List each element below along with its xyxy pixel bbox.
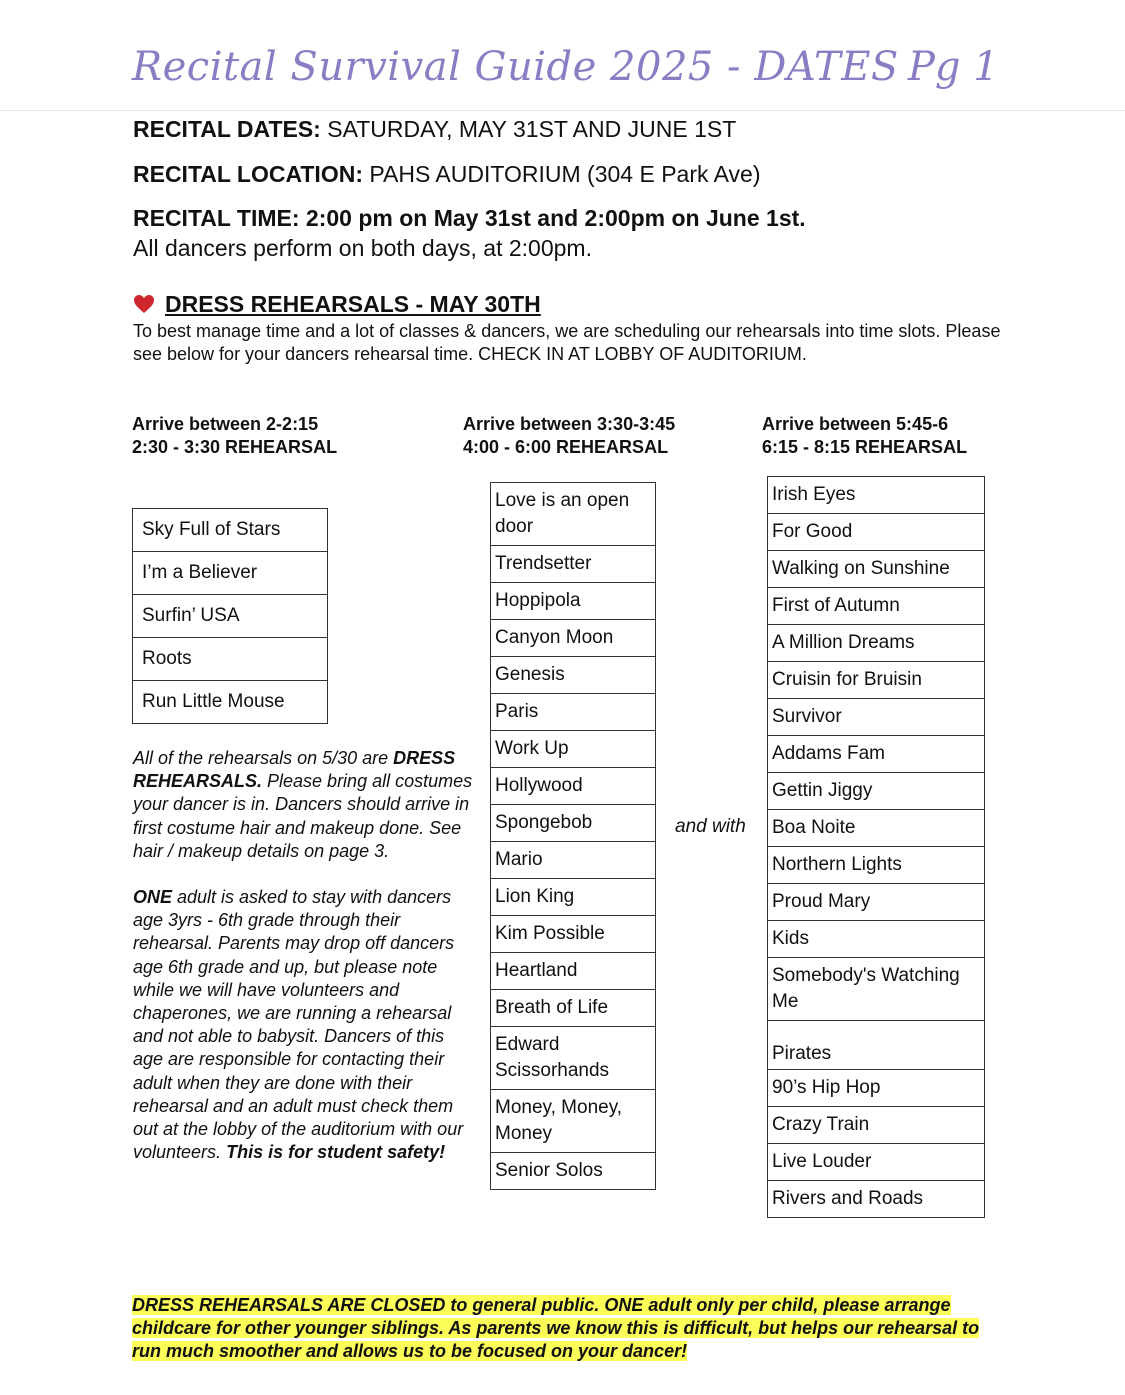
song-cell: Northern Lights [768,847,985,884]
song-cell: Genesis [491,657,656,694]
song-cell: I’m a Believer [133,552,328,595]
song-cell: Roots [133,638,328,681]
table-row [768,1181,985,1218]
recital-location [133,161,761,188]
table-row [768,551,985,588]
and-with-label: and with [675,816,746,837]
song-cell: Money, Money, Money [491,1090,656,1153]
song-cell: Paris [491,694,656,731]
song-cell: Love is an open door [491,483,656,546]
song-cell: Surfin’ USA [133,595,328,638]
table-row [768,958,985,1021]
song-cell: Hoppipola [491,583,656,620]
recital-time [133,205,806,232]
table-row [768,1107,985,1144]
table-row [491,768,656,805]
song-cell: Crazy Train [768,1107,985,1144]
table-row [133,638,328,681]
song-cell: First of Autumn [768,588,985,625]
song-cell: Kim Possible [491,916,656,953]
slot-2-time: 4:00 - 6:00 REHEARSAL [463,437,669,457]
closed-notice [132,1294,982,1363]
rehearsal-intro: To best manage time and a lot of classes & dancers, we are scheduling our rehearsals into time slots. Please see below for your dancers rehearsal time. CHECK IN AT LOBBY OF AUDITORIUM. [133,321,1001,364]
table-row [768,847,985,884]
note-emphasis: ONE [133,887,173,908]
song-cell: Survivor [768,699,985,736]
song-cell: Irish Eyes [768,477,985,514]
song-cell: Spongebob [491,805,656,842]
recital-dates [133,116,736,143]
note-spacer [133,863,478,886]
song-cell: 90’s Hip Hop [768,1070,985,1107]
recital-location-value: PAHS AUDITORIUM (304 E Park Ave) [369,161,761,187]
table-row [768,736,985,773]
slot-2-header [463,413,675,459]
song-cell: Senior Solos [491,1153,656,1190]
recital-dates-value: SATURDAY, MAY 31ST AND JUNE 1ST [327,116,737,142]
table-row [768,773,985,810]
table-row [491,657,656,694]
table-row [768,588,985,625]
heart-icon [133,293,155,320]
table-row [491,879,656,916]
song-cell: Sky Full of Stars [133,509,328,552]
song-cell: Somebody's Watching Me [768,958,985,1021]
dress-rehearsals-title: DRESS REHEARSALS - MAY 30TH [165,291,541,317]
table-row [768,1144,985,1181]
table-row [491,953,656,990]
table-row [491,620,656,657]
song-cell: Walking on Sunshine [768,551,985,588]
table-row [768,1021,985,1070]
note-safety: This is for student safety! [226,1142,446,1163]
slot-2-arrive: Arrive between 3:30-3:45 [463,414,676,434]
table-row [133,681,328,724]
table-row [491,1090,656,1153]
song-cell: Addams Fam [768,736,985,773]
slot-1-time: 2:30 - 3:30 REHEARSAL [132,437,338,457]
table-row [768,514,985,551]
table-row [491,842,656,879]
slot-3-header [762,413,967,459]
song-cell: Gettin Jiggy [768,773,985,810]
song-cell: Hollywood [491,768,656,805]
table-row [491,483,656,546]
note-text: Please bring all costumes your dancer is in. Dancers should arrive in first costume hair and makeup done. See hair / makeup details on page 3. [133,771,473,861]
dress-rehearsals-heading [133,291,541,320]
table-row [491,1153,656,1190]
page-header [0,0,1125,111]
song-cell: Edward Scissorhands [491,1027,656,1090]
slot-1-header [132,413,337,459]
table-row [491,731,656,768]
closed-notice-text: DRESS REHEARSALS ARE CLOSED to general public. ONE adult only per child, please arrange childcare for other younger siblings. As parents we know this is difficult, but helps our rehearsal to run much smoother and allows us to be focused on your dancer! [132,1295,980,1361]
song-cell: Breath of Life [491,990,656,1027]
song-cell: Boa Noite [768,810,985,847]
table-row [768,884,985,921]
table-row [768,1070,985,1107]
page-number: Pg 1 [908,44,999,90]
song-cell: Pirates [768,1021,985,1070]
table-row [768,625,985,662]
table-row [491,990,656,1027]
slot-1-arrive: Arrive between 2-2:15 [132,414,319,434]
note-paragraph-2 [133,886,478,1164]
song-cell: Trendsetter [491,546,656,583]
song-cell: Cruisin for Bruisin [768,662,985,699]
song-cell: A Million Dreams [768,625,985,662]
table-row [491,546,656,583]
note-text: All of the rehearsals on 5/30 are [133,748,389,768]
song-cell: Rivers and Roads [768,1181,985,1218]
song-cell: Proud Mary [768,884,985,921]
table-row [768,921,985,958]
note-text: adult is asked to stay with dancers age 3yrs - 6th grade through their rehearsal. Parents may drop off dancers age 6th grade and up, but please note while we will have volunteers and chaperones, we are running a rehearsal and not able to babysit. Dancers of this age are responsible for contacting their adult when they are done with their rehearsal and an adult must check them out at the lobby of the auditorium with our volunteers. [133,887,464,1163]
slot-2-song-table [490,482,656,1190]
table-row [768,477,985,514]
song-cell: Canyon Moon [491,620,656,657]
song-cell: Live Louder [768,1144,985,1181]
slot-3-arrive: Arrive between 5:45-6 [762,414,949,434]
table-row [133,552,328,595]
table-row [491,916,656,953]
recital-time-note: All dancers perform on both days, at 2:00pm. [133,235,592,261]
slot-1-song-table [132,508,328,724]
slot-3-time: 6:15 - 8:15 REHEARSAL [762,437,968,457]
recital-time-line: RECITAL TIME: 2:00 pm on May 31st and 2:00pm on June 1st. [133,205,806,231]
table-row [768,662,985,699]
table-row [491,694,656,731]
song-cell: Work Up [491,731,656,768]
table-row [768,810,985,847]
note-emphasis: DRESS REHEARSALS. [133,748,456,792]
slot-3-song-table [767,476,985,1218]
song-cell: Run Little Mouse [133,681,328,724]
table-row [491,583,656,620]
song-cell: Kids [768,921,985,958]
rehearsal-note [133,747,478,1164]
note-paragraph-1 [133,747,478,863]
table-row [768,699,985,736]
song-cell: For Good [768,514,985,551]
recital-location-label: RECITAL LOCATION: [133,161,363,187]
song-cell: Mario [491,842,656,879]
table-row [133,509,328,552]
song-cell: Heartland [491,953,656,990]
song-cell: Lion King [491,879,656,916]
table-row [133,595,328,638]
table-row [491,1027,656,1090]
page-title: Recital Survival Guide 2025 - DATES [132,44,899,90]
recital-dates-label: RECITAL DATES: [133,116,321,142]
table-row [491,805,656,842]
